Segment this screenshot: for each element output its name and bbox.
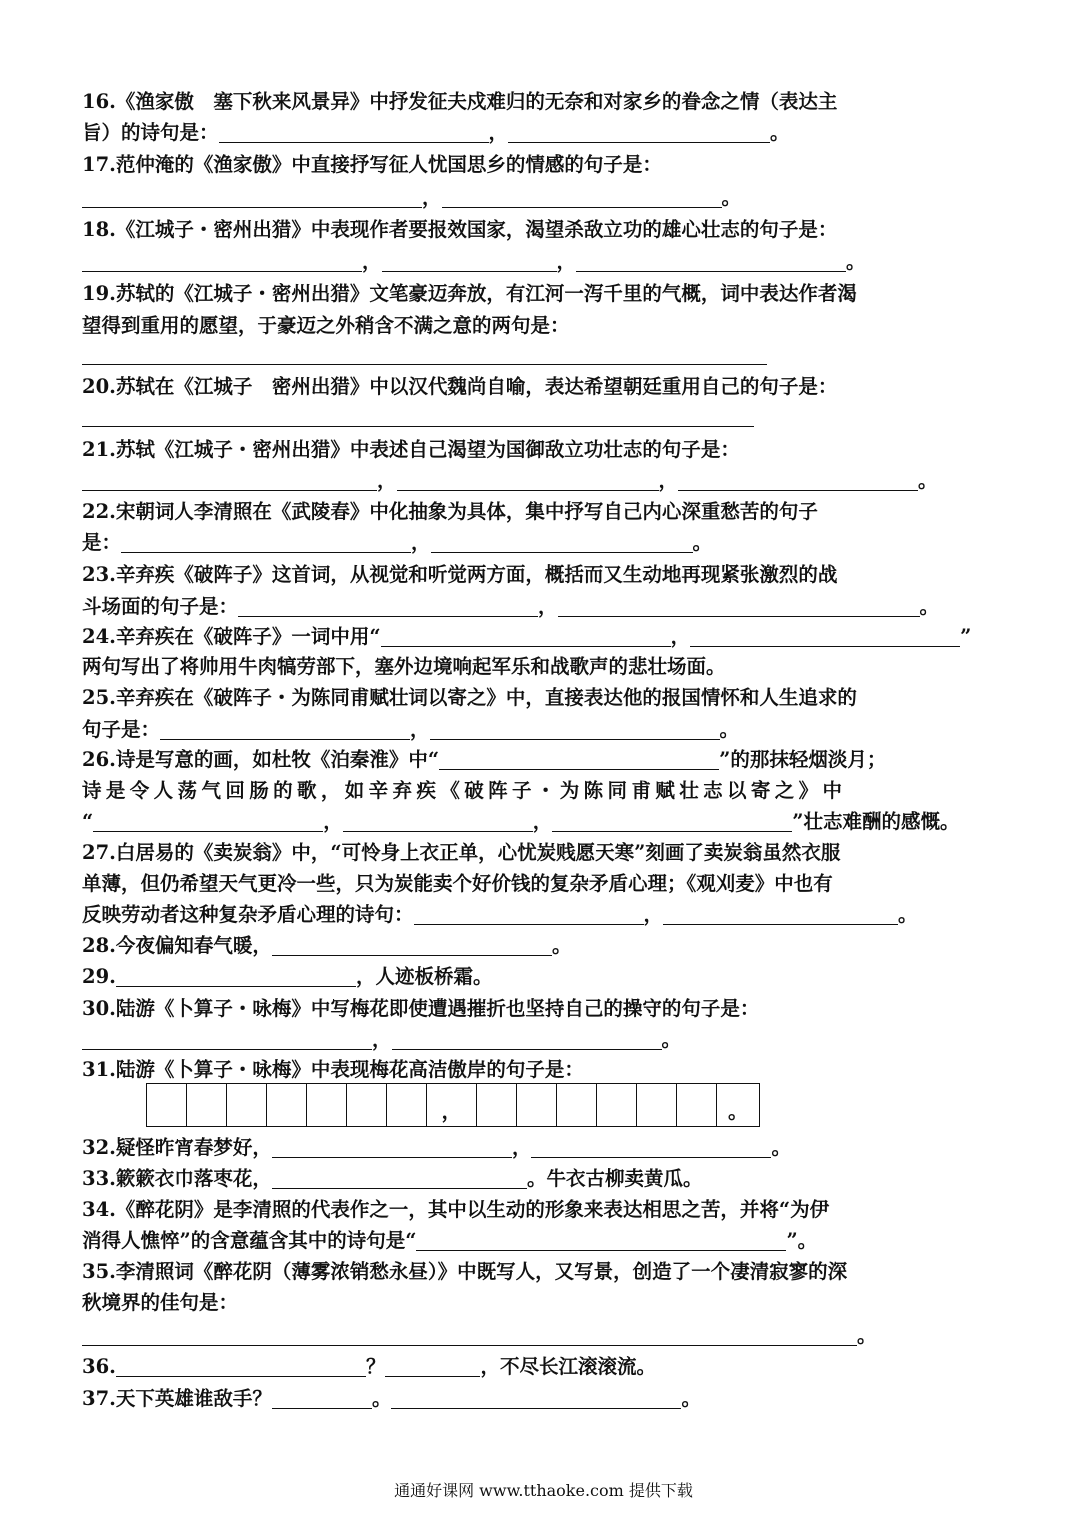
q27-text-2: 单薄，但仍希望天气更冷一些，只为炭能卖个好价钱的复杂矛盾心理；《观刈麦》中也有 — [82, 872, 833, 895]
comma: ， — [377, 469, 397, 492]
q19-answer — [82, 340, 767, 370]
q31-text: 31.陆游《卜算子・咏梅》中表现梅花高洁傲岸的句子是： — [82, 1058, 584, 1081]
comma: ， — [658, 469, 679, 492]
period: 。 — [846, 250, 866, 273]
q19-text: 19.苏轼的《江城子・密州出猎》文笔豪迈奔放，有江河一泻千里的气概，词中表达作者渴 — [82, 282, 857, 305]
q34-line2 — [82, 1226, 817, 1256]
comma: ， — [410, 718, 430, 741]
comma: ， — [511, 1136, 532, 1159]
q36-text: 36. — [82, 1355, 116, 1378]
page-footer: 通通好课网 www.tthaoke.com 提供下载 — [394, 1481, 693, 1500]
grid-cell[interactable] — [347, 1084, 387, 1126]
q18-answer — [82, 247, 866, 277]
period: 。 — [918, 469, 938, 492]
answer-blank[interactable] — [690, 624, 960, 647]
answer-blank[interactable] — [663, 902, 898, 925]
grid-cell[interactable] — [187, 1084, 227, 1126]
q27-text: 27.白居易的《卖炭翁》中，“可怜身上衣正单，心忧炭贱愿天寒”刻画了卖炭翁虽然衣服 — [82, 841, 841, 864]
answer-blank[interactable] — [93, 809, 323, 832]
answer-blank[interactable] — [381, 624, 671, 647]
grid-cell[interactable] — [307, 1084, 347, 1126]
q17-line — [82, 150, 662, 180]
grid-cell[interactable] — [597, 1084, 637, 1126]
grid-cell-period — [717, 1084, 759, 1126]
q33-text-2: 。牛衣古柳卖黄瓜。 — [526, 1167, 703, 1190]
answer-blank[interactable] — [116, 964, 356, 987]
q19-text-2: 望得到重用的愿望，于豪迈之外稍含不满之意的两句是： — [82, 314, 570, 337]
comma: ， — [670, 625, 691, 648]
q34-line1 — [82, 1195, 829, 1225]
answer-blank[interactable] — [272, 1135, 512, 1158]
q32-line — [82, 1133, 791, 1163]
answer-blank[interactable] — [82, 1323, 857, 1346]
answer-blank[interactable] — [531, 1135, 771, 1158]
answer-blank[interactable] — [431, 530, 693, 553]
q24-text: 24.辛弃疾在《破阵子》一词中用“ — [82, 625, 381, 648]
grid-cell[interactable] — [477, 1084, 517, 1126]
comma: ， — [532, 810, 553, 833]
grid-cell[interactable] — [517, 1084, 557, 1126]
q16-line2 — [82, 118, 790, 148]
q22-line2 — [82, 528, 712, 558]
answer-blank[interactable] — [343, 809, 533, 832]
answer-blank[interactable] — [272, 1386, 372, 1409]
q27-line1 — [82, 838, 840, 868]
grid-cell-comma — [427, 1084, 477, 1126]
q18-text: 18.《江城子・密州出猎》中表现作者要报效国家，渴望杀敌立功的雄心壮志的句子是： — [82, 218, 838, 241]
answer-blank[interactable] — [82, 249, 362, 272]
answer-blank[interactable] — [82, 1027, 372, 1050]
q30-answer — [82, 1025, 681, 1055]
answer-blank[interactable] — [219, 120, 489, 143]
comma: ， — [643, 903, 664, 926]
q23-text-2: 斗场面的句子是： — [82, 595, 239, 618]
q35-text-2: 秋境界的佳句是： — [82, 1291, 239, 1314]
answer-blank[interactable] — [82, 468, 377, 491]
q26-text-3: 诗 是 令 人 荡 气 回 肠 的 歌 ， 如 辛 弃 疾 《 破 阵 子 ・ 为 陈 同 甫 赋 壮 志 以 寄 之 》 中 — [82, 779, 841, 802]
q26-text-2: ”的那抹轻烟淡月； — [719, 748, 887, 771]
answer-blank[interactable] — [121, 530, 411, 553]
q25-line1 — [82, 683, 857, 713]
answer-blank[interactable] — [439, 747, 719, 770]
q20-answer — [82, 402, 754, 432]
q34-text-3: ”。 — [786, 1229, 818, 1252]
answer-blank[interactable] — [116, 1354, 366, 1377]
q20-text: 20.苏轼在《江城子 密州出猎》中以汉代魏尚自喻，表达希望朝廷重用自己的句子是： — [82, 375, 838, 398]
period: 。 — [692, 531, 713, 554]
q17-text: 17.范仲淹的《渔家傲》中直接抒写征人忧国思乡的情感的句子是： — [82, 153, 662, 176]
answer-blank[interactable] — [82, 342, 767, 365]
q19-line2 — [82, 311, 570, 341]
q37-text: 37.天下英雄谁敌手？ — [82, 1387, 272, 1410]
q18-line — [82, 215, 837, 245]
q22-text: 22.宋朝词人李清照在《武陵春》中化抽象为具体，集中抒写自己内心深重愁苦的句子 — [82, 500, 818, 523]
grid-cell[interactable] — [557, 1084, 597, 1126]
q16-text-2: 旨）的诗句是： — [82, 121, 219, 144]
period: 。 — [721, 186, 742, 209]
q35-line1 — [82, 1257, 847, 1287]
q31-line — [82, 1055, 584, 1085]
q29-text: 29. — [82, 965, 116, 988]
answer-blank[interactable] — [414, 902, 644, 925]
grid-cell[interactable] — [267, 1084, 307, 1126]
q26-line2 — [82, 776, 841, 806]
q22-line1 — [82, 497, 818, 527]
q37-line — [82, 1384, 701, 1414]
q33-line — [82, 1164, 702, 1194]
answer-blank[interactable] — [391, 1386, 681, 1409]
q35-answer — [82, 1321, 877, 1351]
question-mark: ？ — [365, 1355, 386, 1378]
q24-text-2: 两句写出了将帅用牛肉犒劳部下，塞外边境响起军乐和战歌声的悲壮场面。 — [82, 655, 726, 678]
quote-mark: ” — [960, 625, 972, 648]
q27-line3 — [82, 900, 918, 930]
q36-line — [82, 1352, 656, 1382]
comma: ， — [411, 531, 431, 554]
comma: ， — [323, 810, 343, 833]
comma: ， — [538, 595, 558, 618]
period: 。 — [551, 934, 572, 957]
comma: ， — [441, 1099, 462, 1123]
period: 。 — [771, 1136, 791, 1159]
q30-text: 30.陆游《卜算子・咏梅》中写梅花即使遭遇摧折也坚持自己的操守的句子是： — [82, 997, 760, 1020]
q29-text-2: ，人迹板桥霜。 — [355, 965, 493, 988]
period: 。 — [681, 1387, 701, 1410]
q17-answer — [82, 183, 741, 213]
q35-text: 35.李清照词《醉花阴（薄雾浓销愁永昼）》中既写人，又写景，创造了一个凄清寂寥的深 — [82, 1260, 848, 1283]
answer-blank[interactable] — [558, 594, 920, 617]
comma: ， — [422, 186, 442, 209]
comma: ， — [556, 250, 577, 273]
answer-blank[interactable] — [272, 1166, 527, 1189]
period: 。 — [770, 121, 790, 144]
answer-blank[interactable] — [576, 249, 846, 272]
q35-line2 — [82, 1288, 238, 1318]
q26-line1 — [82, 745, 886, 775]
q36-text-2: ，不尽长江滚滚流。 — [480, 1355, 656, 1378]
q24-line1 — [82, 622, 971, 652]
q21-line — [82, 435, 740, 465]
q26-text-4: ”壮志难酬的感慨。 — [792, 810, 960, 833]
answer-blank[interactable] — [508, 120, 770, 143]
q29-line — [82, 962, 492, 992]
answer-blank[interactable] — [442, 185, 722, 208]
answer-blank[interactable] — [272, 933, 552, 956]
answer-blank[interactable] — [82, 404, 754, 427]
answer-blank[interactable] — [385, 1354, 480, 1377]
comma: ， — [488, 121, 509, 144]
q28-line — [82, 931, 571, 961]
q27-text-3: 反映劳动者这种复杂矛盾心理的诗句： — [82, 903, 414, 926]
q23-line2 — [82, 592, 939, 622]
answer-blank[interactable] — [382, 249, 557, 272]
comma: ， — [362, 250, 382, 273]
period: 。 — [719, 718, 740, 741]
period: 。 — [857, 1324, 877, 1347]
answer-blank[interactable] — [416, 1228, 786, 1251]
q32-text: 32.疑怪昨宵春梦好， — [82, 1136, 272, 1159]
q20-line — [82, 372, 837, 402]
comma: ， — [372, 1028, 392, 1051]
answer-blank[interactable] — [392, 1027, 662, 1050]
q30-line — [82, 994, 759, 1024]
answer-blank[interactable] — [430, 717, 720, 740]
period: 。 — [728, 1099, 748, 1123]
quote-mark: “ — [82, 810, 94, 833]
answer-blank[interactable] — [82, 185, 422, 208]
grid-cell[interactable] — [227, 1084, 267, 1126]
q21-answer — [82, 466, 938, 496]
q26-line3 — [82, 807, 959, 837]
answer-blank[interactable] — [552, 809, 792, 832]
q23-text: 23.辛弃疾《破阵子》这首词，从视觉和听觉两方面，概括而又生动地再现紧张激烈的战 — [82, 563, 838, 586]
q34-text: 34.《醉花阴》是李清照的代表作之一，其中以生动的形象来表达相思之苦，并将“为伊 — [82, 1198, 830, 1221]
q24-line2 — [82, 652, 726, 682]
grid-cell[interactable] — [637, 1084, 677, 1126]
period: 。 — [898, 903, 918, 926]
q26-text: 26.诗是写意的画，如杜牧《泊秦淮》中“ — [82, 748, 440, 771]
answer-grid — [146, 1083, 760, 1127]
q19-line1 — [82, 279, 857, 309]
q28-text: 28.今夜偏知春气暖， — [82, 934, 272, 957]
q21-text: 21.苏轼《江城子・密州出猎》中表述自己渴望为国御敌立功壮志的句子是： — [82, 438, 740, 461]
period: 。 — [371, 1387, 392, 1410]
q23-line1 — [82, 560, 837, 590]
answer-blank[interactable] — [397, 468, 659, 491]
answer-blank[interactable] — [160, 717, 410, 740]
grid-cell[interactable] — [387, 1084, 427, 1126]
answer-blank[interactable] — [238, 594, 538, 617]
q34-text-2: 消得人憔悴”的含意蕴含其中的诗句是“ — [82, 1229, 417, 1252]
q22-text-2: 是： — [82, 531, 122, 554]
grid-cell[interactable] — [147, 1084, 187, 1126]
q25-text-2: 句子是： — [82, 718, 161, 741]
q16-line1 — [82, 87, 837, 117]
period: 。 — [919, 595, 940, 618]
q27-line2 — [82, 869, 833, 899]
q16-text: 16.《渔家傲 塞下秋来风景异》中抒发征夫戍难归的无奈和对家乡的眷念之情（表达主 — [82, 90, 838, 113]
period: 。 — [661, 1028, 682, 1051]
answer-blank[interactable] — [678, 468, 918, 491]
q33-text: 33.簌簌衣巾落枣花， — [82, 1167, 272, 1190]
q25-line2 — [82, 715, 739, 745]
grid-cell[interactable] — [677, 1084, 717, 1126]
q25-text: 25.辛弃疾在《破阵子・为陈同甫赋壮词以寄之》中，直接表达他的报国情怀和人生追求的 — [82, 686, 857, 709]
